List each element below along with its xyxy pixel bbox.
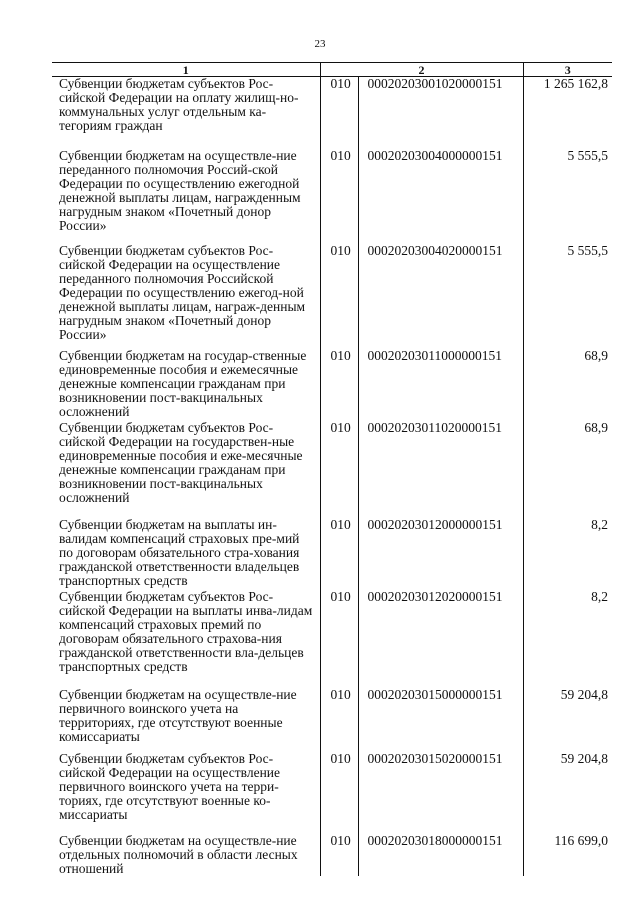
table-row [52, 752, 612, 834]
row-name-cell: Субвенции бюджетам субъектов Рос-сийской Федерации на осуществление переданного полномочия Российской Федерации по осуществлению ежегод-ной денежной выплаты лицам, награж-денным нагрудным знаком «Почетный донор России» [59, 242, 306, 342]
row-admin-code-cell: 010 [320, 752, 358, 834]
row-name-cell: Субвенции бюджетам на выплаты ин-валидам компенсаций страховых пре-мий по договорам обязательного стра-хования гражданской ответственности владельцев транспортных средств [59, 516, 300, 588]
column-header-3: 3 [523, 63, 612, 77]
row-amount-cell: 8,2 [523, 590, 612, 688]
table-row [52, 149, 612, 244]
row-amount-cell: 1 265 162,8 [523, 77, 612, 149]
row-amount-cell: 116 699,0 [523, 834, 612, 876]
row-amount-cell: 68,9 [523, 349, 612, 421]
row-budget-code-cell: 00020203001020000151 [358, 77, 523, 149]
row-name-cell: Субвенции бюджетам на осуществле-ние отдельных полномочий в области лесных отношений [59, 832, 298, 876]
row-admin-code-cell: 010 [320, 77, 358, 149]
row-amount-cell: 8,2 [523, 518, 612, 590]
row-admin-code-cell: 010 [320, 244, 358, 349]
table-header-row [52, 63, 612, 77]
row-name-cell: Субвенции бюджетам на осуществле-ние переданного полномочия Россий-ской Федерации по осуществлению ежегодной денежной выплаты лицам, награжденным нагрудным знаком «Почетный донор России» [59, 147, 301, 233]
row-name-cell: Субвенции бюджетам субъектов Рос-сийской Федерации на оплату жилищ-но-коммунальных услуг отдельным ка-тегориям граждан [59, 76, 299, 133]
row-name-cell: Субвенции бюджетам субъектов Рос-сийской Федерации на осуществление первичного воинского учета на терри-ториях, где отсутствуют военные ко-миссариаты [59, 750, 281, 822]
row-admin-code-cell: 010 [320, 149, 358, 244]
row-name-cell: Субвенции бюджетам субъектов Рос-сийской Федерации на выплаты инва-лидам компенсаций страховых премий по договорам обязательного страхова-ния гражданской ответственности вла-дельцев транспортных средств [59, 588, 313, 674]
row-admin-code-cell: 010 [320, 421, 358, 518]
table-row [52, 518, 612, 590]
row-budget-code-cell: 00020203004000000151 [358, 149, 523, 244]
page-number: 23 [314, 38, 326, 50]
row-admin-code-cell: 010 [320, 590, 358, 688]
row-admin-code-cell: 010 [320, 349, 358, 421]
table-row [52, 590, 612, 688]
row-budget-code-cell: 00020203015000000151 [358, 688, 523, 752]
row-amount-cell: 5 555,5 [523, 149, 612, 244]
row-budget-code-cell: 00020203012020000151 [358, 590, 523, 688]
row-budget-code-cell: 00020203004020000151 [358, 244, 523, 349]
table-row [52, 688, 612, 752]
column-header-1: 1 [52, 63, 320, 77]
row-budget-code-cell: 00020203015020000151 [358, 752, 523, 834]
row-amount-cell: 5 555,5 [523, 244, 612, 349]
table-row [52, 77, 612, 149]
row-budget-code-cell: 00020203011020000151 [358, 421, 523, 518]
row-name-cell: Субвенции бюджетам на осуществле-ние первичного воинского учета на территориях, где отсутствуют военные комиссариаты [59, 686, 297, 744]
row-amount-cell: 68,9 [523, 421, 612, 518]
row-admin-code-cell: 010 [320, 688, 358, 752]
row-budget-code-cell: 00020203018000000151 [358, 834, 523, 876]
row-budget-code-cell: 00020203011000000151 [358, 349, 523, 421]
row-admin-code-cell: 010 [320, 834, 358, 876]
row-budget-code-cell: 00020203012000000151 [358, 518, 523, 590]
row-name-cell: Субвенции бюджетам на государ-ственные единовременные пособия и ежемесячные денежные компенсации гражданам при возникновении пост-вакцинальных осложнений [59, 347, 307, 419]
table-row [52, 834, 612, 876]
table-row [52, 349, 612, 421]
table-row [52, 421, 612, 518]
row-admin-code-cell: 010 [320, 518, 358, 590]
row-name-cell: Субвенции бюджетам субъектов Рос-сийской Федерации на государствен-ные единовременные пособия и еже-месячные денежные компенсации гражданам при возникновении пост-вакцинальных осложнений [59, 419, 303, 505]
table-row [52, 244, 612, 349]
budget-revenue-table [52, 62, 612, 876]
row-amount-cell: 59 204,8 [523, 752, 612, 834]
column-header-2: 2 [320, 63, 523, 77]
row-amount-cell: 59 204,8 [523, 688, 612, 752]
